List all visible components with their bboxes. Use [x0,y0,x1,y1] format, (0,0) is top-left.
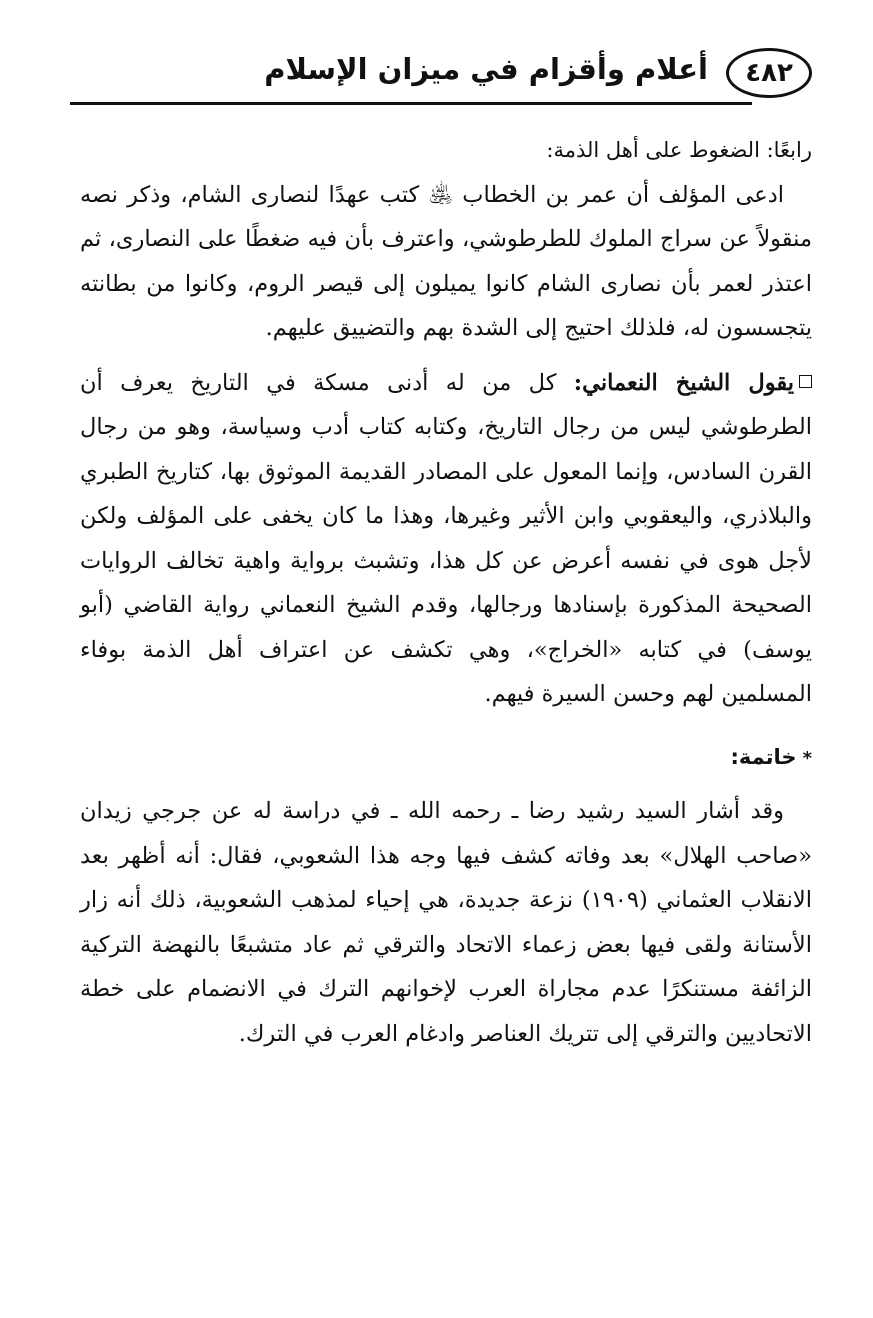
section-heading: رابعًا: الضغوط على أهل الذمة: [546,138,812,162]
page-header [70,40,812,110]
asterisk-icon: * [802,747,812,769]
header-divider [70,102,752,105]
page-number: ٤٨٢ [745,58,793,88]
square-bullet-icon [799,375,812,388]
page-number-badge [726,48,812,98]
conclusion-paragraph: وقد أشار السيد رشيد رضا ـ رحمه الله ـ في دراسة له عن جرجي زيدان «صاحب الهلال» بعد وفاته كشف فيها وجه هذا الشعوبي، فقال: أنه أظهر بعد الانقلاب العثماني (١٩٠٩) نزعة جديدة، هي إحياء لمذهب الشعوبية، ذلك أنه زار الأستانة ولقى فيها بعض زعماء الاتحاد والترقي ثم عاد متشبعًا بالنهضة التركية الزائفة مستنكرًا عدم مجاراة العرب لإخوانهم الترك في الانضمام على خطة الاتحاديين والترقي إلى تتريك العناصر وادغام العرب في الترك. [80,798,812,1047]
response-text: كل من له أدنى مسكة في التاريخ يعرف أن الطرطوشي ليس من رجال التاريخ، وكتابه كتاب أدب وسياسة، وهو من رجال القرن السادس، وإنما المعول على المصادر القديمة الموثوق بها، كتاريخ الطبري والبلاذري، واليعقوبي وابن الأثير وغيرها، وهذا ما كان يخفى على المؤلف ولكن لأجل هوى في نفسه أعرض عن كل هذا، وتشبث برواية واهية تخالف الروايات الصحيحة المذكورة بإسنادها ورجالها، وقدم الشيخ النعماني رواية القاضي (أبو يوسف) في كتابه «الخراج»، وهي تكشف عن اعتراف أهل الذمة بوفاء المسلمين لهم وحسن السيرة فيهم. [80,369,812,707]
running-title: أعلام وأقزام في ميزان الإسلام [264,52,708,86]
response-paragraph [80,361,812,717]
page-body [80,128,812,1056]
response-lead: يقول الشيخ النعماني: [573,369,794,396]
conclusion-heading-line [80,735,812,782]
conclusion-heading: خاتمة: [730,744,797,769]
section-paragraph: ادعى المؤلف أن عمر بن الخطاب ﵁ كتب عهدًا لنصارى الشام، وذكر نصه منقولاً عن سراج الملوك للطرطوشي، واعترف بأن فيه ضغطًا على النصارى، ثم اعتذر لعمر بأن نصارى الشام كانوا يميلون إلى قيصر الروم، وكانوا من بطانته يتجسسون له، فلذلك احتيج إلى الشدة بهم والتضييق عليهم. [80,181,812,341]
